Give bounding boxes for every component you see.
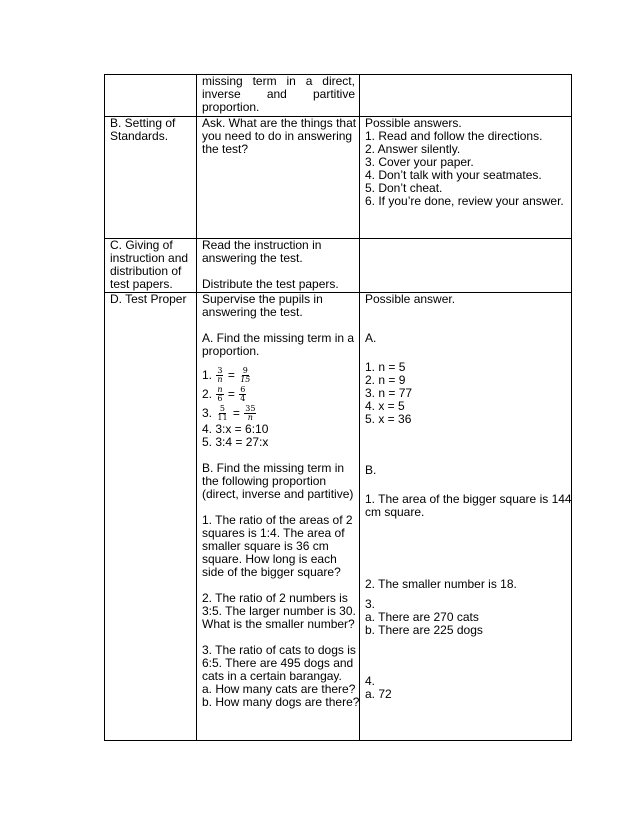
answer-line: 2. The smaller number is 18.	[365, 577, 517, 591]
text-line: proportion.	[202, 100, 260, 114]
answer-line: a. 72	[365, 687, 392, 701]
question-number: 2.	[202, 387, 213, 401]
word: direct,	[322, 74, 355, 88]
word: a	[305, 74, 313, 88]
text-line: 6. If you’re done, review your answer.	[365, 194, 564, 208]
step-label: test papers.	[110, 277, 173, 291]
text-line: 2. Answer silently.	[365, 142, 461, 156]
answer-line: 3. n = 77	[365, 386, 413, 400]
part-label: B.	[365, 463, 377, 477]
problem-3: b. How many dogs are there?	[202, 695, 360, 709]
part-heading: B. Find the missing term in	[202, 461, 345, 475]
fraction: $\frac{6}{4}$	[240, 385, 246, 404]
text-line: Possible answer.	[365, 292, 456, 306]
fraction: $\frac{9}{15}$	[240, 366, 251, 385]
cell-activity	[197, 117, 360, 239]
fraction: $\frac{35}{n}$	[245, 404, 256, 423]
text-line: you need to do in answering	[202, 129, 353, 143]
problem-1: square. How long is each	[202, 552, 337, 566]
equals-sign: =	[232, 406, 240, 420]
text-line: answering the test.	[202, 305, 303, 319]
text-line: 5. Don’t cheat.	[365, 181, 443, 195]
cell-activity	[197, 75, 360, 117]
word: in	[286, 74, 296, 88]
part-label: A.	[365, 331, 377, 345]
text-line: 4. Don’t talk with your seatmates.	[365, 168, 542, 182]
cell-step	[105, 117, 197, 239]
problem-2: 3:5. The larger number is 30.	[202, 604, 356, 618]
step-label: instruction and	[110, 251, 189, 265]
question-number: 1.	[202, 368, 213, 382]
text-line: the test?	[202, 142, 249, 156]
problem-1: side of the bigger square?	[202, 565, 341, 579]
problem-3: cats in a certain barangay.	[202, 669, 342, 683]
word: and	[266, 87, 287, 101]
text-line: Distribute the test papers.	[202, 277, 339, 291]
step-label: C. Giving of	[110, 238, 173, 252]
table-row	[105, 293, 572, 741]
table-row	[105, 117, 572, 239]
answer-line: 1. The area of the bigger square is 144	[365, 492, 572, 506]
word: partitive	[312, 87, 355, 101]
step-label: distribution of	[110, 264, 182, 278]
cell-activity	[197, 239, 360, 293]
fraction: $\frac{5}{11}$	[217, 404, 228, 423]
answer-line: 4. x = 5	[365, 399, 405, 413]
fraction: $\frac{3}{n}$	[217, 366, 223, 385]
answer-line: cm square.	[365, 505, 425, 519]
step-label: Standards.	[110, 129, 169, 143]
equals-sign: =	[227, 368, 235, 382]
word: inverse	[202, 87, 241, 101]
lesson-plan-table	[104, 74, 572, 741]
problem-1: smaller square is 36 cm	[202, 539, 329, 553]
answer-line: 3.	[365, 597, 376, 611]
answer-line: b. There are 225 dogs	[365, 623, 483, 637]
step-label: D. Test Proper	[110, 292, 187, 306]
problem-3: 6:5. There are 495 dogs and	[202, 656, 354, 670]
text-line: Read the instruction in	[202, 238, 322, 252]
cell-step	[105, 293, 197, 741]
answer-line: 1. n = 5	[365, 360, 406, 374]
table-row	[105, 75, 572, 117]
cell-empty	[105, 75, 197, 117]
question-3	[202, 404, 355, 423]
cell-empty	[360, 239, 572, 293]
problem-3: a. How many cats are there?	[202, 682, 356, 696]
question-1	[202, 366, 355, 385]
cell-activity	[197, 293, 360, 741]
table-row	[105, 239, 572, 293]
answer-line: a. There are 270 cats	[365, 610, 479, 624]
text-line: answering the test.	[202, 251, 303, 265]
question-2	[202, 385, 355, 404]
part-heading: the following proportion	[202, 474, 327, 488]
cell-answers	[360, 117, 572, 239]
problem-1: squares is 1:4. The area of	[202, 526, 345, 540]
part-heading: proportion.	[202, 344, 260, 358]
text-line: 3. Cover your paper.	[365, 155, 474, 169]
fraction: $\frac{n}{6}$	[217, 385, 223, 404]
cell-answers	[360, 293, 572, 741]
text-line: Possible answers.	[365, 116, 462, 130]
text-line: Supervise the pupils in	[202, 292, 323, 306]
question-5: 5. 3:4 = 27:x	[202, 435, 269, 449]
answer-line: 2. n = 9	[365, 373, 406, 387]
equals-sign: =	[227, 387, 235, 401]
word: missing	[202, 74, 243, 88]
problem-2: What is the smaller number?	[202, 617, 355, 631]
text-line: Ask. What are the things that	[202, 116, 357, 130]
text-line: 1. Read and follow the directions.	[365, 129, 543, 143]
word: term	[252, 74, 277, 88]
step-label: B. Setting of	[110, 116, 176, 130]
answer-line: 5. x = 36	[365, 412, 412, 426]
cell-empty	[360, 75, 572, 117]
question-4: 4. 3:x = 6:10	[202, 422, 269, 436]
problem-2: 2. The ratio of 2 numbers is	[202, 591, 348, 605]
answer-line: 4.	[365, 674, 376, 688]
part-heading: A. Find the missing term in a	[202, 331, 355, 345]
cell-step	[105, 239, 197, 293]
part-heading: (direct, inverse and partitive)	[202, 487, 354, 501]
question-number: 3.	[202, 406, 213, 420]
problem-3: 3. The ratio of cats to dogs is	[202, 643, 356, 657]
problem-1: 1. The ratio of the areas of 2	[202, 513, 353, 527]
